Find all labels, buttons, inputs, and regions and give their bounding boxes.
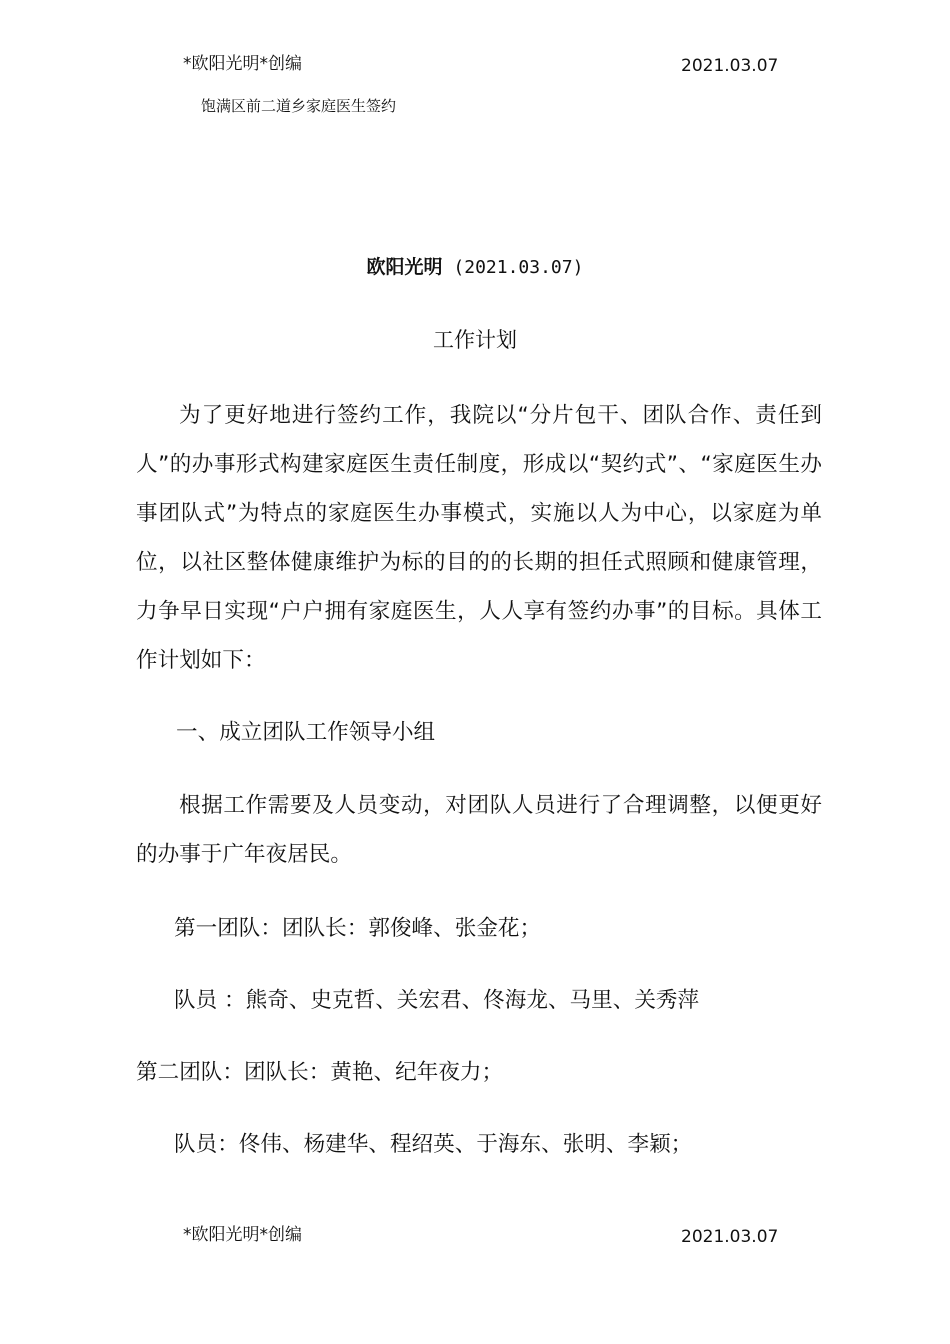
team2-members-line: 队员：佟伟、杨建华、程绍英、于海东、张明、李颖； xyxy=(174,1132,693,1157)
document-title xyxy=(0,254,950,281)
title-date: (2021.03.07) xyxy=(442,257,584,278)
header-date: 2021.03.07 xyxy=(681,56,779,76)
header-author: *欧阳光明*创编 xyxy=(183,54,302,74)
team1-leader-line: 第一团队：团队长：郭俊峰、张金花； xyxy=(174,916,542,941)
document-subtitle: 工作计划 xyxy=(433,328,517,352)
team1-members-line: 队员 ：熊奇、史克哲、关宏君、佟海龙、马里、关秀萍 xyxy=(174,988,700,1013)
intro-paragraph: 为了更好地进行签约工作，我院以“分片包干、团队合作、责任到人”的办事形式构建家庭医生责任制度，形成以“契约式”、“家庭医生办事团队式”为特点的家庭医生办事模式，实施以人为中心，以家庭为单位，以社区整体健康维护为标的目的的长期的担任式照顾和健康管理，力争早日实现“户户拥有家庭医生，人人享有签约办事”的目标。具体工作计划如下： xyxy=(136,403,822,673)
section1-heading: 一、成立团队工作领导小组 xyxy=(176,720,436,745)
header-doc-subtitle: 饱满区前二道乡家庭医生签约 xyxy=(201,97,397,115)
title-name: 欧阳光明 xyxy=(366,256,443,278)
section1-paragraph: 根据工作需要及人员变动，对团队人员进行了合理调整，以便更好的办事于广年夜居民。 xyxy=(136,793,822,867)
footer-author: *欧阳光明*创编 xyxy=(183,1225,302,1245)
footer-date: 2021.03.07 xyxy=(681,1227,779,1247)
team2-leader-line: 第二团队：团队长：黄艳、纪年夜力； xyxy=(136,1060,504,1085)
